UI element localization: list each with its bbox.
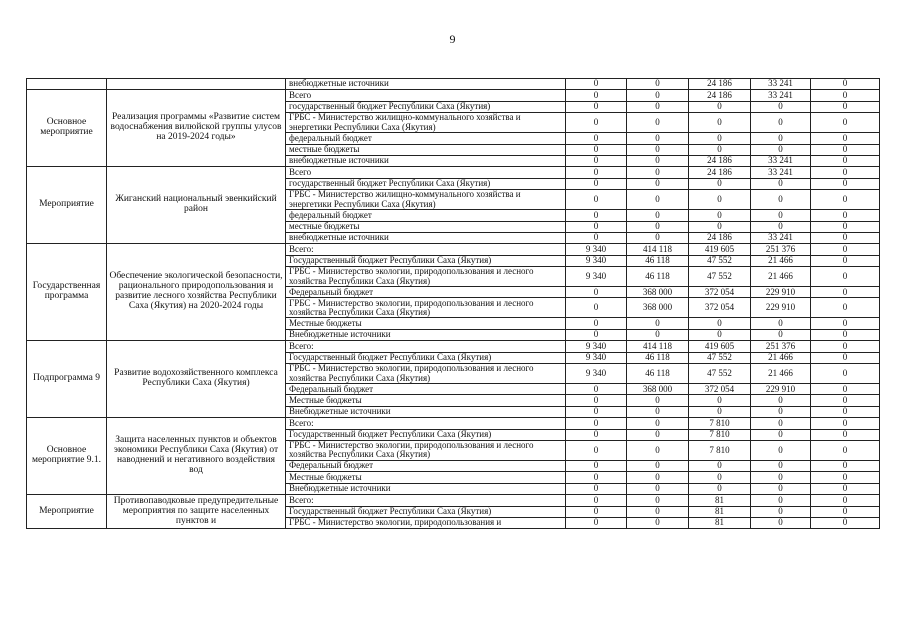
amount-cell: 24 186 xyxy=(689,167,751,178)
amount-cell: 0 xyxy=(811,517,880,528)
amount-cell: 0 xyxy=(811,352,880,363)
measure-type-cell: Мероприятие xyxy=(27,167,107,244)
amount-cell: 0 xyxy=(811,232,880,243)
amount-cell: 0 xyxy=(566,329,627,340)
funding-source-cell: ГРБС - Министерство жилищно-коммунального хозяйства и энергетики Республики Саха (Якутия) xyxy=(286,190,566,210)
amount-cell: 0 xyxy=(627,79,689,90)
amount-cell: 0 xyxy=(751,517,811,528)
amount-cell: 9 340 xyxy=(566,352,627,363)
amount-cell: 0 xyxy=(566,178,627,189)
amount-cell: 0 xyxy=(751,101,811,112)
amount-cell: 0 xyxy=(689,472,751,483)
amount-cell: 9 340 xyxy=(566,364,627,384)
amount-cell: 0 xyxy=(689,190,751,210)
amount-cell: 0 xyxy=(811,255,880,266)
amount-cell: 0 xyxy=(627,167,689,178)
amount-cell: 0 xyxy=(627,429,689,440)
amount-cell: 47 552 xyxy=(689,255,751,266)
amount-cell: 0 xyxy=(689,318,751,329)
amount-cell: 372 054 xyxy=(689,287,751,298)
amount-cell: 0 xyxy=(627,113,689,133)
amount-cell: 0 xyxy=(566,318,627,329)
amount-cell: 0 xyxy=(689,483,751,494)
amount-cell: 0 xyxy=(751,318,811,329)
funding-source-cell: ГРБС - Министерство экологии, природопользования и лесного хозяйства Республики Саха (Якутия) xyxy=(286,298,566,318)
measure-name-cell: Защита населенных пунктов и объектов экономики Республики Саха (Якутия) от наводнений и негативного воздействия вод xyxy=(107,418,286,495)
amount-cell: 0 xyxy=(689,329,751,340)
amount-cell: 0 xyxy=(689,178,751,189)
amount-cell: 0 xyxy=(811,244,880,255)
amount-cell: 24 186 xyxy=(689,90,751,101)
amount-cell: 0 xyxy=(811,113,880,133)
amount-cell: 229 910 xyxy=(751,298,811,318)
amount-cell: 33 241 xyxy=(751,155,811,166)
amount-cell: 0 xyxy=(689,101,751,112)
amount-cell: 0 xyxy=(566,472,627,483)
amount-cell: 33 241 xyxy=(751,90,811,101)
measure-name-cell xyxy=(107,79,286,90)
amount-cell: 0 xyxy=(566,429,627,440)
amount-cell: 0 xyxy=(566,210,627,221)
amount-cell: 0 xyxy=(627,144,689,155)
funding-source-cell: Государственный бюджет Республики Саха (Якутия) xyxy=(286,255,566,266)
amount-cell: 0 xyxy=(566,133,627,144)
amount-cell: 46 118 xyxy=(627,364,689,384)
amount-cell: 0 xyxy=(566,460,627,471)
amount-cell: 0 xyxy=(751,190,811,210)
measure-type-cell: Государственная программа xyxy=(27,244,107,341)
amount-cell: 0 xyxy=(811,406,880,417)
amount-cell: 0 xyxy=(566,221,627,232)
amount-cell: 0 xyxy=(751,329,811,340)
amount-cell: 0 xyxy=(751,472,811,483)
amount-cell: 0 xyxy=(689,395,751,406)
amount-cell: 0 xyxy=(627,178,689,189)
amount-cell: 0 xyxy=(566,406,627,417)
amount-cell: 0 xyxy=(751,460,811,471)
amount-cell: 0 xyxy=(566,440,627,460)
amount-cell: 0 xyxy=(811,221,880,232)
amount-cell: 229 910 xyxy=(751,384,811,395)
amount-cell: 0 xyxy=(627,90,689,101)
amount-cell: 9 340 xyxy=(566,341,627,352)
funding-source-cell: местные бюджеты xyxy=(286,221,566,232)
amount-cell: 372 054 xyxy=(689,298,751,318)
amount-cell: 0 xyxy=(627,517,689,528)
amount-cell: 0 xyxy=(751,418,811,429)
funding-source-cell: федеральный бюджет xyxy=(286,133,566,144)
amount-cell: 47 552 xyxy=(689,352,751,363)
amount-cell: 33 241 xyxy=(751,232,811,243)
amount-cell: 251 376 xyxy=(751,244,811,255)
amount-cell: 368 000 xyxy=(627,287,689,298)
amount-cell: 0 xyxy=(811,298,880,318)
amount-cell: 0 xyxy=(811,395,880,406)
amount-cell: 0 xyxy=(751,506,811,517)
budget-table xyxy=(26,78,880,529)
amount-cell: 24 186 xyxy=(689,79,751,90)
amount-cell: 46 118 xyxy=(627,267,689,287)
amount-cell: 0 xyxy=(811,495,880,506)
funding-source-cell: Государственный бюджет Республики Саха (Якутия) xyxy=(286,506,566,517)
measure-name-cell: Реализация программы «Развитие систем водоснабжения вилюйской группы улусов на 2019-2024 годы» xyxy=(107,90,286,167)
amount-cell: 0 xyxy=(566,113,627,133)
amount-cell: 0 xyxy=(566,90,627,101)
amount-cell: 0 xyxy=(811,90,880,101)
amount-cell: 0 xyxy=(627,460,689,471)
amount-cell: 0 xyxy=(627,495,689,506)
amount-cell: 0 xyxy=(811,101,880,112)
amount-cell: 0 xyxy=(811,155,880,166)
funding-source-cell: местные бюджеты xyxy=(286,144,566,155)
amount-cell: 0 xyxy=(566,155,627,166)
amount-cell: 0 xyxy=(566,384,627,395)
amount-cell: 0 xyxy=(627,395,689,406)
amount-cell: 0 xyxy=(811,364,880,384)
amount-cell: 0 xyxy=(627,406,689,417)
amount-cell: 0 xyxy=(566,483,627,494)
amount-cell: 0 xyxy=(627,155,689,166)
measure-name-cell: Противопаводковые предупредительные мероприятия по защите населенных пунктов и xyxy=(107,495,286,529)
measure-type-cell xyxy=(27,79,107,90)
funding-source-cell: ГРБС - Министерство экологии, природопользования и xyxy=(286,517,566,528)
measure-name-cell: Развитие водохозяйственного комплекса Республики Саха (Якутия) xyxy=(107,341,286,418)
amount-cell: 368 000 xyxy=(627,384,689,395)
funding-source-cell: Местные бюджеты xyxy=(286,395,566,406)
amount-cell: 81 xyxy=(689,495,751,506)
amount-cell: 0 xyxy=(627,190,689,210)
amount-cell: 0 xyxy=(689,144,751,155)
measure-type-cell: Основное мероприятие 9.1. xyxy=(27,418,107,495)
measure-type-cell: Мероприятие xyxy=(27,495,107,529)
amount-cell: 0 xyxy=(811,460,880,471)
funding-source-cell: Государственный бюджет Республики Саха (Якутия) xyxy=(286,352,566,363)
funding-source-cell: ГРБС - Министерство экологии, природопользования и лесного хозяйства Республики Саха (Якутия) xyxy=(286,267,566,287)
amount-cell: 0 xyxy=(627,318,689,329)
amount-cell: 81 xyxy=(689,506,751,517)
amount-cell: 0 xyxy=(811,472,880,483)
amount-cell: 0 xyxy=(751,113,811,133)
amount-cell: 0 xyxy=(627,440,689,460)
amount-cell: 0 xyxy=(566,190,627,210)
amount-cell: 368 000 xyxy=(627,298,689,318)
amount-cell: 0 xyxy=(811,418,880,429)
amount-cell: 0 xyxy=(811,429,880,440)
amount-cell: 7 810 xyxy=(689,429,751,440)
amount-cell: 21 466 xyxy=(751,267,811,287)
amount-cell: 414 118 xyxy=(627,341,689,352)
amount-cell: 0 xyxy=(627,221,689,232)
amount-cell: 0 xyxy=(627,329,689,340)
amount-cell: 0 xyxy=(566,167,627,178)
amount-cell: 47 552 xyxy=(689,267,751,287)
amount-cell: 0 xyxy=(811,178,880,189)
measure-type-cell: Подпрограмма 9 xyxy=(27,341,107,418)
funding-source-cell: ГРБС - Министерство экологии, природопользования и лесного хозяйства Республики Саха (Якутия) xyxy=(286,440,566,460)
funding-source-cell: федеральный бюджет xyxy=(286,210,566,221)
amount-cell: 0 xyxy=(689,460,751,471)
amount-cell: 0 xyxy=(627,101,689,112)
amount-cell: 24 186 xyxy=(689,155,751,166)
amount-cell: 0 xyxy=(811,483,880,494)
amount-cell: 0 xyxy=(689,133,751,144)
funding-source-cell: Всего: xyxy=(286,418,566,429)
amount-cell: 0 xyxy=(751,495,811,506)
measure-type-cell: Основное мероприятие xyxy=(27,90,107,167)
funding-source-cell: Всего xyxy=(286,90,566,101)
amount-cell: 0 xyxy=(811,210,880,221)
table-row xyxy=(27,167,880,178)
table-row xyxy=(27,90,880,101)
amount-cell: 0 xyxy=(689,221,751,232)
amount-cell: 0 xyxy=(751,178,811,189)
funding-source-cell: Внебюджетные источники xyxy=(286,406,566,417)
funding-source-cell: Всего xyxy=(286,167,566,178)
funding-source-cell: Внебюджетные источники xyxy=(286,483,566,494)
amount-cell: 0 xyxy=(627,133,689,144)
table-row xyxy=(27,418,880,429)
page-number: 9 xyxy=(449,32,456,46)
table-body xyxy=(27,79,880,529)
measure-name-cell: Обеспечение экологической безопасности, рационального природопользования и развитие лесного хозяйства Республики Саха (Якутия) на 2020-2024 годы xyxy=(107,244,286,341)
table-row xyxy=(27,341,880,352)
funding-source-cell: Федеральный бюджет xyxy=(286,384,566,395)
funding-source-cell: Всего: xyxy=(286,495,566,506)
funding-source-cell: внебюджетные источники xyxy=(286,232,566,243)
amount-cell: 0 xyxy=(811,318,880,329)
funding-source-cell: Внебюджетные источники xyxy=(286,329,566,340)
amount-cell: 21 466 xyxy=(751,255,811,266)
amount-cell: 0 xyxy=(751,210,811,221)
amount-cell: 0 xyxy=(627,418,689,429)
amount-cell: 0 xyxy=(627,506,689,517)
amount-cell: 0 xyxy=(751,483,811,494)
amount-cell: 0 xyxy=(566,101,627,112)
amount-cell: 0 xyxy=(566,495,627,506)
amount-cell: 33 241 xyxy=(751,167,811,178)
amount-cell: 21 466 xyxy=(751,352,811,363)
amount-cell: 0 xyxy=(751,133,811,144)
amount-cell: 0 xyxy=(811,79,880,90)
amount-cell: 81 xyxy=(689,517,751,528)
amount-cell: 0 xyxy=(811,384,880,395)
funding-source-cell: государственный бюджет Республики Саха (Якутия) xyxy=(286,101,566,112)
amount-cell: 0 xyxy=(566,79,627,90)
amount-cell: 0 xyxy=(751,395,811,406)
funding-source-cell: ГРБС - Министерство экологии, природопользования и лесного хозяйства Республики Саха (Якутия) xyxy=(286,364,566,384)
funding-source-cell: Федеральный бюджет xyxy=(286,460,566,471)
amount-cell: 414 118 xyxy=(627,244,689,255)
amount-cell: 0 xyxy=(751,144,811,155)
amount-cell: 0 xyxy=(566,287,627,298)
amount-cell: 0 xyxy=(811,190,880,210)
amount-cell: 0 xyxy=(689,210,751,221)
amount-cell: 0 xyxy=(811,440,880,460)
funding-source-cell: Всего: xyxy=(286,341,566,352)
amount-cell: 9 340 xyxy=(566,255,627,266)
table-row xyxy=(27,495,880,506)
amount-cell: 0 xyxy=(811,287,880,298)
amount-cell: 419 605 xyxy=(689,244,751,255)
amount-cell: 0 xyxy=(566,395,627,406)
table-row xyxy=(27,244,880,255)
funding-source-cell: Местные бюджеты xyxy=(286,318,566,329)
amount-cell: 0 xyxy=(627,472,689,483)
amount-cell: 0 xyxy=(751,221,811,232)
amount-cell: 33 241 xyxy=(751,79,811,90)
table-row xyxy=(27,79,880,90)
funding-source-cell: Всего: xyxy=(286,244,566,255)
amount-cell: 46 118 xyxy=(627,352,689,363)
amount-cell: 0 xyxy=(811,167,880,178)
amount-cell: 0 xyxy=(751,440,811,460)
amount-cell: 251 376 xyxy=(751,341,811,352)
funding-source-cell: Федеральный бюджет xyxy=(286,287,566,298)
amount-cell: 0 xyxy=(811,267,880,287)
measure-name-cell: Жиганский национальный эвенкийский район xyxy=(107,167,286,244)
amount-cell: 7 810 xyxy=(689,418,751,429)
amount-cell: 0 xyxy=(566,144,627,155)
amount-cell: 24 186 xyxy=(689,232,751,243)
amount-cell: 0 xyxy=(627,210,689,221)
amount-cell: 0 xyxy=(566,517,627,528)
funding-source-cell: Местные бюджеты xyxy=(286,472,566,483)
amount-cell: 372 054 xyxy=(689,384,751,395)
amount-cell: 0 xyxy=(751,429,811,440)
funding-source-cell: ГРБС - Министерство жилищно-коммунального хозяйства и энергетики Республики Саха (Якутия) xyxy=(286,113,566,133)
funding-source-cell: внебюджетные источники xyxy=(286,155,566,166)
funding-source-cell: внебюджетные источники xyxy=(286,79,566,90)
amount-cell: 21 466 xyxy=(751,364,811,384)
amount-cell: 7 810 xyxy=(689,440,751,460)
amount-cell: 419 605 xyxy=(689,341,751,352)
amount-cell: 0 xyxy=(751,406,811,417)
amount-cell: 0 xyxy=(689,406,751,417)
amount-cell: 0 xyxy=(566,298,627,318)
amount-cell: 0 xyxy=(811,144,880,155)
amount-cell: 0 xyxy=(566,506,627,517)
amount-cell: 46 118 xyxy=(627,255,689,266)
amount-cell: 9 340 xyxy=(566,244,627,255)
amount-cell: 0 xyxy=(811,329,880,340)
amount-cell: 0 xyxy=(811,341,880,352)
amount-cell: 0 xyxy=(566,418,627,429)
amount-cell: 0 xyxy=(689,113,751,133)
amount-cell: 0 xyxy=(811,506,880,517)
amount-cell: 47 552 xyxy=(689,364,751,384)
amount-cell: 0 xyxy=(627,483,689,494)
amount-cell: 0 xyxy=(811,133,880,144)
amount-cell: 0 xyxy=(566,232,627,243)
amount-cell: 0 xyxy=(627,232,689,243)
amount-cell: 9 340 xyxy=(566,267,627,287)
amount-cell: 229 910 xyxy=(751,287,811,298)
funding-source-cell: Государственный бюджет Республики Саха (Якутия) xyxy=(286,429,566,440)
funding-source-cell: государственный бюджет Республики Саха (Якутия) xyxy=(286,178,566,189)
